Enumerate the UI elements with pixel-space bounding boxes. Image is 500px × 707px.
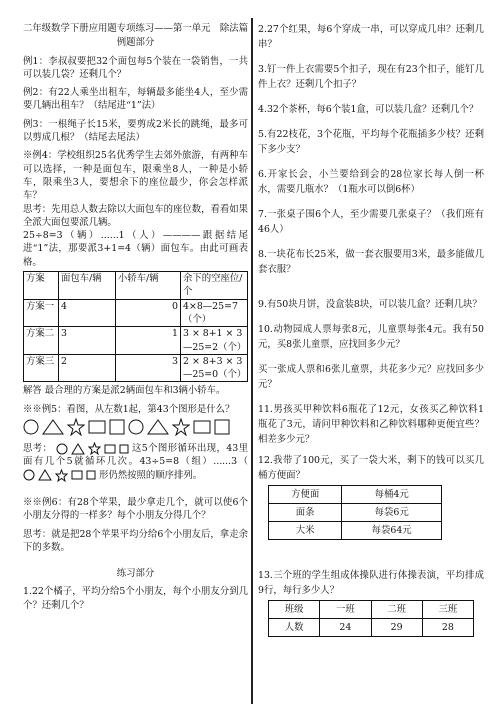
table-cell: 1: [116, 327, 181, 355]
table-cell: 余下的空座位/个: [181, 272, 248, 300]
question-3: 3.钉一件上衣需要5个扣子，现在有23个扣子，能钉几件上衣？还剩几个扣子？: [258, 64, 484, 90]
question-2: 2.27个红果，每6个穿成一串，可以穿成几串？还剩几串？: [258, 24, 484, 50]
table-row: [269, 486, 442, 504]
table-cell: 2: [59, 354, 116, 382]
question-10: 10.动物园成人票每张8元，儿童票每张4元。我有50元，买8张儿童票，应找回多少元？: [258, 324, 484, 350]
example-4-calc: 25÷8=3（辆）......1（人）————跟据结尾进“1”法，那要派3+1=4（辆）面包车。由此可画表格。: [23, 230, 248, 268]
rectangle-shape-icon: [193, 420, 211, 434]
table-cell: 大米: [269, 522, 342, 540]
table-cell: 28: [422, 619, 473, 637]
square-shape-icon: [109, 419, 125, 435]
table-cell: 每袋64元: [342, 522, 442, 540]
plan-table-header: [24, 272, 248, 300]
star-shape-icon: [88, 442, 101, 455]
example-5-think-label: 思考：: [23, 443, 53, 455]
example-4-think: 思考：先用总人数去除以大面包车的座位数，看看如果全派大面包要派几辆。: [23, 203, 249, 228]
table-cell: 4: [59, 299, 116, 327]
table-cell: 二班: [371, 601, 422, 619]
question-5: 5.有22枝花，3个花瓶，平均每个花瓶插多少枝？还剩下多少支？: [258, 129, 484, 155]
example-4: ※例4：学校组织25名优秀学生去郊外旅游，有两种车可以选择，一种是面包车，限乘坐8人，一种是小轿车，限乘坐3人，要想余下的座位最少，你会怎样派车？: [23, 150, 248, 202]
example-5: [23, 403, 248, 416]
example-5-think-tail: 形仍然按照的顺序排列。: [98, 469, 203, 481]
table-cell: 面条: [269, 504, 342, 522]
rectangle-shape-icon: [88, 420, 106, 434]
column-divider: [251, 18, 253, 704]
table-cell: 4×8—25=7（个）: [181, 299, 248, 327]
circle-shape-icon: [128, 419, 144, 435]
square-shape-icon: [214, 419, 230, 435]
example-6-think: 思考：就是把28个苹果平均分给6个小朋友后，拿走余下的多数。: [23, 528, 248, 553]
circle-shape-icon: [23, 469, 35, 481]
table-cell: 三班: [422, 601, 473, 619]
table-cell: 一班: [320, 601, 371, 619]
square-shape-icon: [119, 444, 129, 454]
star-shape-icon: [55, 469, 68, 482]
table-row: [269, 601, 474, 619]
left-column: [23, 22, 248, 617]
circle-shape-icon: [56, 443, 68, 455]
star-shape-icon: [67, 418, 85, 436]
triangle-shape-icon: [147, 419, 169, 435]
example-5-text: ※※例5：看图，从左数1起，第43个图形是什么？: [23, 403, 235, 415]
shape-row: [23, 418, 230, 436]
table-row: [24, 354, 248, 382]
table-row: [24, 299, 248, 327]
question-8: 8.一块花布长25米，做一套衣服要用3米，最多能做几套衣服？: [258, 249, 484, 275]
table-cell: 方案一: [24, 299, 59, 327]
plan-table: [23, 271, 248, 382]
question-11: 11.男孩买甲种饮料6瓶花了12元，女孩买乙种饮料1瓶花了3元，请问甲种饮料和乙种饮料哪种更便宜些？相差多少元？: [258, 404, 484, 445]
rectangle-shape-icon: [104, 444, 116, 454]
table-cell: 3 × 8+1 × 3—25=2（个）: [181, 327, 248, 355]
table-cell: 面包车/辆: [59, 272, 116, 300]
section-examples-heading: 例题部分: [116, 37, 155, 49]
table-cell: 每袋6元: [342, 504, 442, 522]
example-2: 例2：有22人乘坐出租车，每辆最多能坐4人，至少需要几辆出租车？（结尾进“1”法）: [23, 87, 248, 112]
shape-row-small: [23, 469, 96, 482]
example-1: 例1：李叔叔要把32个面包每5个装在一袋销售，一共可以装几袋？还剩几个？: [23, 55, 248, 80]
table-cell: 每桶4元: [342, 486, 442, 504]
table-cell: 方案二: [24, 327, 59, 355]
table-cell: 方案: [24, 272, 59, 300]
triangle-shape-icon: [71, 443, 85, 455]
table-cell: 3: [59, 327, 116, 355]
price-table: [268, 485, 442, 540]
triangle-shape-icon: [42, 419, 64, 435]
example-6: ※※例6：有28个苹果，最少拿走几个，就可以使6个小朋友分得的一样多？每个小朋友分得几个？: [23, 496, 248, 522]
table-cell: 2 × 8+3 × 3—25=0（个）: [181, 354, 248, 382]
page-title: 二年级数学下册应用题专项练习——第一单元 除法篇: [23, 23, 249, 34]
table-cell: 24: [320, 619, 371, 637]
question-9: 9.有50块月饼，没盒装8块，可以装几盒？还剩几块？: [258, 299, 482, 310]
section-practice-heading: 练习部分: [116, 568, 155, 580]
example-5-think: [23, 442, 248, 482]
example-5-think-text: 这5个图形循环出现，43里面有几个5就循环几次。43÷5=8（组）......3（: [23, 443, 248, 468]
question-12: 12.我带了100元，买了一袋大米，剩下的钱可以买几桶方便面？: [258, 455, 484, 481]
shape-row-small: [56, 442, 129, 455]
table-cell: 方便面: [269, 486, 342, 504]
question-1: 1.22个橘子，平均分给5个小朋友，每个小朋友分到几个？还剩几个？: [23, 586, 248, 611]
table-row: [269, 522, 442, 540]
table-row: [269, 504, 442, 522]
question-4: 4.32个茶杯，每6个装1盒，可以装几盒？还剩几个？: [258, 104, 479, 115]
circle-shape-icon: [23, 419, 39, 435]
table-cell: 方案三: [24, 354, 59, 382]
table-cell: 29: [371, 619, 422, 637]
question-13: 13.三个班的学生组成体操队进行体操表演，平均排成9行，每行多少人？: [258, 570, 484, 596]
question-7: 7.一张桌子围6个人，至少需要几张桌子？（我们班有46人）: [258, 209, 484, 235]
class-table: [268, 600, 474, 637]
triangle-shape-icon: [38, 469, 52, 481]
table-cell: 班级: [269, 601, 320, 619]
table-row: [24, 327, 248, 355]
right-column: [258, 22, 484, 637]
question-6: 6.开家长会，小兰要给到会的28位家长每人倒一杯水，需要几瓶水？（1瓶水可以倒6杯）: [258, 169, 484, 195]
rectangle-shape-icon: [71, 470, 83, 480]
example-3: 例3：一根绳子长15米，要剪成2米长的跳绳，最多可以剪成几根？（结尾去尾法）: [23, 118, 248, 144]
square-shape-icon: [86, 470, 96, 480]
shape-sequence: [23, 418, 248, 436]
table-cell: 3: [116, 354, 181, 382]
table-row: [269, 619, 474, 637]
table-cell: 人数: [269, 619, 320, 637]
star-shape-icon: [172, 418, 190, 436]
table-cell: 0: [116, 299, 181, 327]
table-cell: 小轿车/辆: [116, 272, 181, 300]
question-10b: 买一张成人票和6张儿童票，共花多少元？应找回多少元？: [258, 364, 484, 390]
example-4-answer: 解答 最合理的方案是派2辆面包车和3辆小轿车。: [23, 385, 226, 397]
